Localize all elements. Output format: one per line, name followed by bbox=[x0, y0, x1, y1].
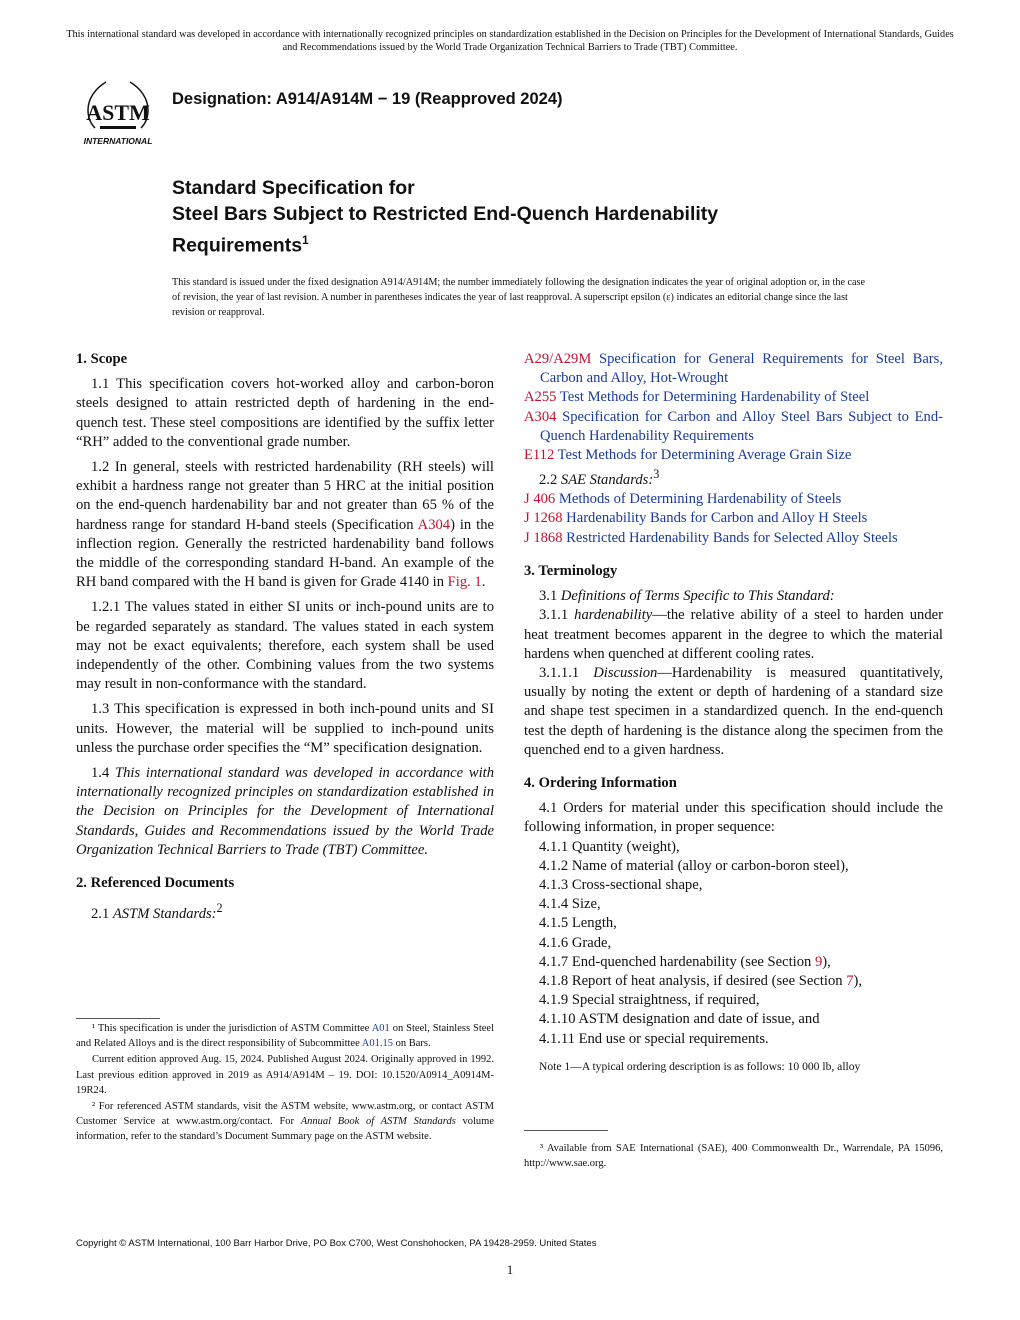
footnote-2: ² For referenced ASTM standards, visit the ASTM website, www.astm.org, or contact ASTM Customer Service at www.astm.org/contact. For Annual Book of ASTM Standards volume information, refer to the standard’s Document Summary page on the ASTM website. bbox=[76, 1101, 494, 1143]
link-section-7[interactable]: 7 bbox=[846, 972, 854, 989]
reference-code[interactable]: E112 bbox=[524, 447, 555, 464]
paragraph-2-1: 2.1 ASTM Standards:$^2$ bbox=[91, 901, 223, 923]
left-column bbox=[76, 350, 494, 930]
footnotes-left bbox=[76, 1021, 494, 1146]
section-heading-terminology: 3. Terminology bbox=[524, 562, 618, 579]
title-line-3: Requirements$^1$ bbox=[172, 233, 309, 257]
designation: Designation: A914/A914M − 19 (Reapproved 2024) bbox=[172, 90, 563, 108]
paragraph-3-1: 3.1 Definitions of Terms Specific to This Standard: bbox=[539, 588, 835, 605]
reference-title[interactable]: Restricted Hardenability Bands for Selected Alloy Steels bbox=[566, 529, 898, 546]
logo-text: ASTM bbox=[86, 100, 150, 125]
top-notice: This international standard was developed in accordance with internationally recognized principles on standardization established in the Decision on Principles for the Development of International Standards, Guides and Recommendations issued by the World Trade Organization Technical Barriers to Trade (TBT) Committee. bbox=[66, 29, 954, 53]
paragraph-1-3: 1.3 This specification is expressed in both inch-pound units and SI units. However, the material will be supplied to inch-pound units unless the purchase order specifies the “M” specification designation. bbox=[76, 701, 494, 756]
note-1: Note 1—A typical ordering description is as follows: 10 000 lb, alloy bbox=[539, 1059, 861, 1073]
reference-title[interactable]: Methods of Determining Hardenability of Steels bbox=[558, 491, 842, 508]
reference-code[interactable]: A304 bbox=[524, 408, 557, 425]
paragraph-3-1-1: 3.1.1 hardenability—the relative ability of a steel to harden under heat treatment becomes apparent in the degree to which the material hardens when quenched at different cooling rates. bbox=[524, 607, 943, 662]
ordering-items-tail bbox=[524, 991, 943, 1049]
reference-title[interactable]: Test Methods for Determining Average Grain Size bbox=[557, 447, 852, 464]
ordering-item: 4.1.9 Special straightness, if required, bbox=[539, 992, 760, 1009]
paragraph-1-1: 1.1 This specification covers hot-worked alloy and carbon-boron steels designed to attain restricted depth of hardening in the end-quench test. These steel compositions are identified by the suffix letter “RH” added to the conventional grade number. bbox=[76, 376, 494, 450]
title-line-2: Steel Bars Subject to Restricted End-Quench Hardenability bbox=[172, 203, 719, 225]
ordering-item: 4.1.5 Length, bbox=[539, 915, 617, 932]
astm-reference-item[interactable] bbox=[524, 350, 943, 388]
right-column bbox=[524, 350, 943, 1076]
footnote-1: ¹ This specification is under the jurisdiction of ASTM Committee A01 on Steel, Stainless Steel and Related Alloys and is the direct responsibility of Subcommittee A01.15 on Bars. bbox=[76, 1023, 494, 1050]
ordering-items bbox=[524, 838, 943, 953]
reference-title[interactable]: Specification for Carbon and Alloy Steel Bars Subject to End-Quench Hardenability Requirements bbox=[540, 408, 943, 444]
astm-reference-item[interactable] bbox=[524, 408, 943, 446]
ordering-item-4-1-8: 4.1.8 Report of heat analysis, if desired (see Section 7), bbox=[539, 972, 863, 989]
footnote-3: ³ Available from SAE International (SAE), 400 Commonwealth Dr., Warrendale, PA 15096, http://www.sae.org. bbox=[524, 1143, 943, 1170]
footnote-1-edition: Current edition approved Aug. 15, 2024. Published August 2024. Originally approved in 1992. Last previous edition approved in 2019 as A914/A914M – 19. DOI: 10.1520/A0914_A0914M-19R24. bbox=[76, 1054, 494, 1096]
ordering-item: 4.1.10 ASTM designation and date of issue, and bbox=[539, 1011, 820, 1028]
section-heading-ordering: 4. Ordering Information bbox=[524, 774, 677, 791]
reference-code[interactable]: J 1868 bbox=[524, 529, 563, 546]
astm-logo bbox=[76, 76, 160, 148]
paragraph-1-2-1: 1.2.1 The values stated in either SI units or inch-pound units are to be regarded separately as standard. The values stated in each system may not be exact equivalents; therefore, each system shall be used independently of the other. Combining values from the two systems may result in non-conformance with the standard. bbox=[76, 599, 494, 693]
reference-title[interactable]: Test Methods for Determining Hardenability of Steel bbox=[559, 389, 870, 406]
logo-subtext: INTERNATIONAL bbox=[83, 136, 153, 146]
paragraph-1-4: 1.4 This international standard was developed in accordance with internationally recognized principles on standardization established in the Decision on Principles for the Development of International Standards, Guides and Recommendations issued by the World Trade Organization Technical Barriers to Trade (TBT) Committee. bbox=[76, 765, 495, 858]
astm-reference-item[interactable] bbox=[524, 388, 943, 407]
title bbox=[172, 175, 932, 259]
ordering-item: 4.1.11 End use or special requirements. bbox=[539, 1030, 769, 1047]
title-footnote-mark: 1 bbox=[302, 233, 309, 247]
footnote-rule-left bbox=[76, 1018, 160, 1019]
link-a01[interactable]: A01 bbox=[371, 1023, 390, 1034]
link-a304[interactable]: A304 bbox=[417, 516, 451, 533]
astm-reference-list bbox=[524, 350, 943, 465]
section-heading-referenced: 2. Referenced Documents bbox=[76, 875, 235, 892]
paragraph-2-2: 2.2 SAE Standards:$^3$ bbox=[539, 467, 660, 489]
title-line-1: Standard Specification for bbox=[172, 177, 415, 199]
reference-code[interactable]: A29/A29M bbox=[524, 351, 592, 367]
section-heading-scope: 1. Scope bbox=[76, 351, 128, 367]
copyright: Copyright © ASTM International, 100 Barr Harbor Drive, PO Box C700, West Conshohocken, PA 19428-2959. United States bbox=[76, 1238, 597, 1249]
ordering-item-4-1-7: 4.1.7 End-quenched hardenability (see Section 9), bbox=[539, 953, 831, 970]
sae-reference-item[interactable] bbox=[524, 490, 943, 509]
link-section-9[interactable]: 9 bbox=[814, 953, 823, 970]
astm-reference-item[interactable] bbox=[524, 446, 943, 465]
paragraph-4-1: 4.1 Orders for material under this specification should include the following information, in proper sequence: bbox=[524, 800, 943, 836]
reference-code[interactable]: J 406 bbox=[524, 491, 556, 508]
ordering-item: 4.1.1 Quantity (weight), bbox=[539, 838, 680, 855]
reference-code[interactable]: J 1268 bbox=[524, 510, 563, 527]
link-fig-1[interactable]: Fig. 1 bbox=[447, 574, 482, 591]
link-a01-15[interactable]: A01.15 bbox=[361, 1038, 394, 1050]
ordering-item: 4.1.2 Name of material (alloy or carbon-boron steel), bbox=[539, 857, 849, 874]
paragraph-1-2: 1.2 In general, steels with restricted hardenability (RH steels) will exhibit a hardness range not greater than 5 HRC at the initial position on the end-quench hardenability bar and not greater than 65 % of the hardness range for standard H-band steels (Specification A304) in the inflection region. Generally the restricted hardenability band follows the middle of the corresponding standard H-band. An example of the RH band compared with the H band is given for Grade 4140 in Fig. 1. bbox=[76, 459, 494, 591]
page-number: 1 bbox=[506, 1262, 514, 1277]
paragraph-3-1-1-1: 3.1.1.1 Discussion—Hardenability is measured quantitatively, usually by noting the extent or depth of hardening of a standard size and shape test specimen in a standardized quench. In the end-quench test the depth of hardening is the distance along the specimen from the quenched end to a given hardness. bbox=[524, 664, 944, 758]
ordering-item: 4.1.4 Size, bbox=[539, 896, 601, 913]
reference-code[interactable]: A255 bbox=[524, 389, 557, 406]
footnote-rule-right bbox=[524, 1130, 608, 1131]
sae-reference-item[interactable] bbox=[524, 509, 943, 528]
ordering-item: 4.1.3 Cross-sectional shape, bbox=[539, 876, 703, 893]
reference-title[interactable]: Specification for General Requirements for Steel Bars, Carbon and Alloy, Hot-Wrought bbox=[540, 351, 943, 387]
ordering-item: 4.1.6 Grade, bbox=[539, 934, 612, 951]
sae-reference-item[interactable] bbox=[524, 529, 943, 548]
reference-title[interactable]: Hardenability Bands for Carbon and Alloy H Steels bbox=[566, 510, 868, 527]
issuance-statement: This standard is issued under the fixed designation A914/A914M; the number immediately following the designation indicates the year of original adoption or, in the case of revision, the year of last revision. A number in parentheses indicates the year of last reapproval. A superscript epsilon (ε) indicates an editorial change since the last revision or reapproval. bbox=[172, 277, 866, 318]
sae-reference-list bbox=[524, 490, 943, 548]
